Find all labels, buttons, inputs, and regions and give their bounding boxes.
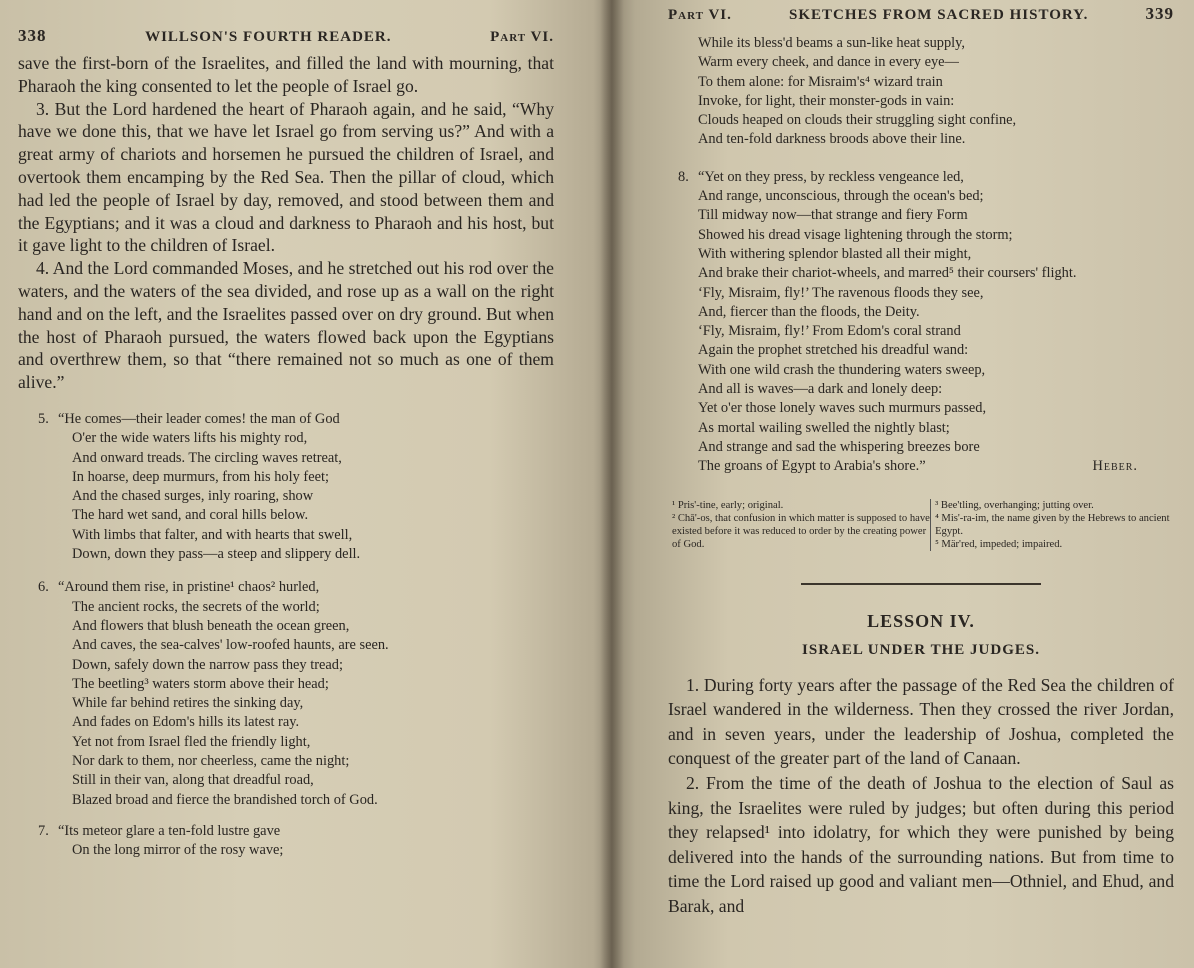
footnote: ⁴ Mis'-ra-im, the name given by the Hebrews to ancient Egypt. [935, 512, 1170, 537]
verse-line: Down, safely down the narrow pass they tread; [72, 656, 343, 673]
verse-line: “Around them rise, in pristine¹ chaos² hurled, [58, 579, 320, 596]
left-running-head [18, 26, 554, 46]
verse-line: With one wild crash the thundering waters sweep, [698, 361, 986, 378]
verse-line: O'er the wide waters lifts his mighty rod, [72, 430, 308, 447]
verse-line: And brake their chariot-wheels, and marred⁵ their coursers' flight. [698, 265, 1077, 282]
lesson-subtitle: ISRAEL UNDER THE JUDGES. [802, 641, 1040, 658]
verse-line: The hard wet sand, and coral hills below. [72, 507, 309, 524]
right-part-label: Part VI. [668, 7, 732, 23]
verse-line: And onward treads. The circling waves retreat, [72, 449, 342, 466]
stanza-number: 5. [38, 410, 49, 427]
verse-line: And ten-fold darkness broods above their line. [698, 131, 966, 148]
verse-line: Invoke, for light, their monster-gods in vain: [698, 92, 955, 109]
verse-line: On the long mirror of the rosy wave; [72, 842, 284, 859]
section-divider [801, 583, 1041, 585]
verse-line-with-attribution [698, 457, 1174, 476]
verse-line: As mortal wailing swelled the nightly blast; [698, 419, 950, 436]
verse-line: With limbs that falter, and with hearts that swell, [72, 526, 353, 543]
verse-line: “Its meteor glare a ten-fold lustre gave [58, 822, 281, 839]
verse-line: And range, unconscious, through the ocean's bed; [698, 188, 984, 205]
footnote: ² Chā'-os, that confusion in which matter is supposed to have existed before it was reduced to order by the creating power of God. [672, 512, 930, 550]
footnotes-right-column [930, 499, 1174, 551]
verse-line: While far behind retires the sinking day, [72, 695, 304, 712]
right-running-head [668, 4, 1174, 24]
verse-line: In hoarse, deep murmurs, from his holy feet; [72, 468, 329, 485]
verse-line: Again the prophet stretched his dreadful wand: [698, 342, 969, 359]
paragraph-4: 4. And the Lord commanded Moses, and he stretched out his rod over the waters, and the waters of the sea divided, and rose up as a wall on the right hand and on the left, and the Israelites passed over on dry ground. But when the host of Pharaoh pursued, the waters flowed back upon the Egyptians and overthrew them, so that “there remained not so much as one of them alive.” [18, 258, 554, 393]
footnote: ¹ Pris'-tine, early; original. [672, 499, 784, 511]
paragraph-continued: save the first-born of the Israelites, and filled the land with mourning, that Pharaoh the king consented to let the people of Israel go. [18, 53, 554, 96]
verse-line: “He comes—their leader comes! the man of God [58, 410, 340, 427]
left-page-number: 338 [18, 26, 47, 45]
book-gutter [600, 0, 624, 968]
stanza-7-continued [668, 34, 1174, 150]
stanza-number: 7. [38, 822, 49, 839]
verse-line: Still in their van, along that dreadful road, [72, 772, 314, 789]
lesson-paragraph-2: 2. From the time of the death of Joshua to the election of Saul as king, the Israelites were ruled by judges; but often during this period they relapsed¹ into idolatry, for which they were punished by being delivered into the hands of the surrounding nations. But from time to time the Lord raised up good and valiant men—Othniel, and Ehud, and Barak, and [668, 772, 1174, 916]
right-running-title: SKETCHES FROM SACRED HISTORY. [789, 7, 1089, 23]
footnotes [672, 499, 1174, 551]
verse-line: The ancient rocks, the secrets of the world; [72, 598, 320, 615]
verse-line: To them alone: for Misraim's⁴ wizard train [698, 73, 943, 90]
verse-line: “Yet on they press, by reckless vengeance led, [698, 168, 964, 185]
stanza-6 [18, 578, 554, 810]
lesson-title: LESSON IV. [867, 610, 975, 631]
verse-line: ‘Fly, Misraim, fly!’ From Edom's coral strand [698, 323, 961, 340]
lesson-body [668, 673, 1174, 919]
verse-line: Showed his dread visage lightening through the storm; [698, 226, 1013, 243]
verse-line: And all is waves—a dark and lonely deep: [698, 381, 943, 398]
verse-line: With withering splendor blasted all their might, [698, 245, 972, 262]
lesson-paragraph-1: 1. During forty years after the passage of the Red Sea the children of Israel wandered in the wilderness. Then they crossed the river Jordan, and in seven years, under the leadership of Joshua, completed the conquest of the greater part of the land of Canaan. [668, 674, 1174, 769]
stanza-8 [668, 168, 1174, 477]
verse-line: And fades on Edom's hills its latest ray. [72, 714, 300, 731]
stanza-number: 8. [678, 168, 689, 185]
left-running-title: WILLSON'S FOURTH READER. [145, 29, 392, 45]
left-prose [18, 52, 554, 394]
verse-line: The beetling³ waters storm above their head; [72, 675, 329, 692]
verse-line: Yet o'er those lonely waves such murmurs passed, [698, 400, 987, 417]
footnote: ⁵ Mär'red, impeded; impaired. [935, 538, 1063, 550]
verse-line: And caves, the sea-calves' low-roofed haunts, are seen. [72, 637, 389, 654]
verse-line: Nor dark to them, nor cheerless, came the night; [72, 753, 350, 769]
verse-line: Down, down they pass—a steep and slippery dell. [72, 546, 361, 563]
verse-line: Till midway now—that strange and fiery Form [698, 207, 968, 224]
verse-line: And strange and sad the whispering breezes bore [698, 438, 980, 455]
verse-line: ‘Fly, Misraim, fly!’ The ravenous floods they see, [698, 284, 984, 301]
poem-attribution: Heber. [1092, 458, 1138, 475]
paragraph-3: 3. But the Lord hardened the heart of Pharaoh again, and he said, “Why have we done this, that we have let Israel go from serving us?” And with a great army of chariots and horsemen he pursued the children of Israel, and overtook them encamping by the Red Sea. Then the pillar of cloud, which had led the people of Israel by day, removed, and stood between them and the Egyptians; and it was a cloud and darkness to Pharaoh and his host, but it gave light to the children of Israel. [18, 98, 554, 256]
verse-line: While its bless'd beams a sun-like heat supply, [698, 35, 966, 51]
verse-line: Yet not from Israel fled the friendly light, [72, 733, 311, 750]
footnote: ³ Bee'tling, overhanging; jutting over. [935, 499, 1094, 511]
left-part-label: Part VI. [490, 29, 554, 45]
right-page [612, 0, 1194, 968]
footnotes-left-column [672, 499, 930, 551]
verse-line: And flowers that blush beneath the ocean green, [72, 617, 350, 634]
right-page-number: 339 [1145, 4, 1174, 23]
stanza-number: 6. [38, 579, 49, 596]
stanza-5 [18, 410, 554, 564]
stanza-7 [18, 822, 554, 861]
verse-line: Blazed broad and fierce the brandished torch of God. [72, 791, 378, 808]
verse-line: The groans of Egypt to Arabia's shore.” [698, 458, 926, 475]
verse-line: Warm every cheek, and dance in every eye— [698, 54, 959, 71]
verse-line: And, fiercer than the floods, the Deity. [698, 303, 920, 320]
verse-line: And the chased surges, inly roaring, show [72, 488, 314, 505]
verse-line: Clouds heaped on clouds their struggling sight confine, [698, 112, 1017, 129]
